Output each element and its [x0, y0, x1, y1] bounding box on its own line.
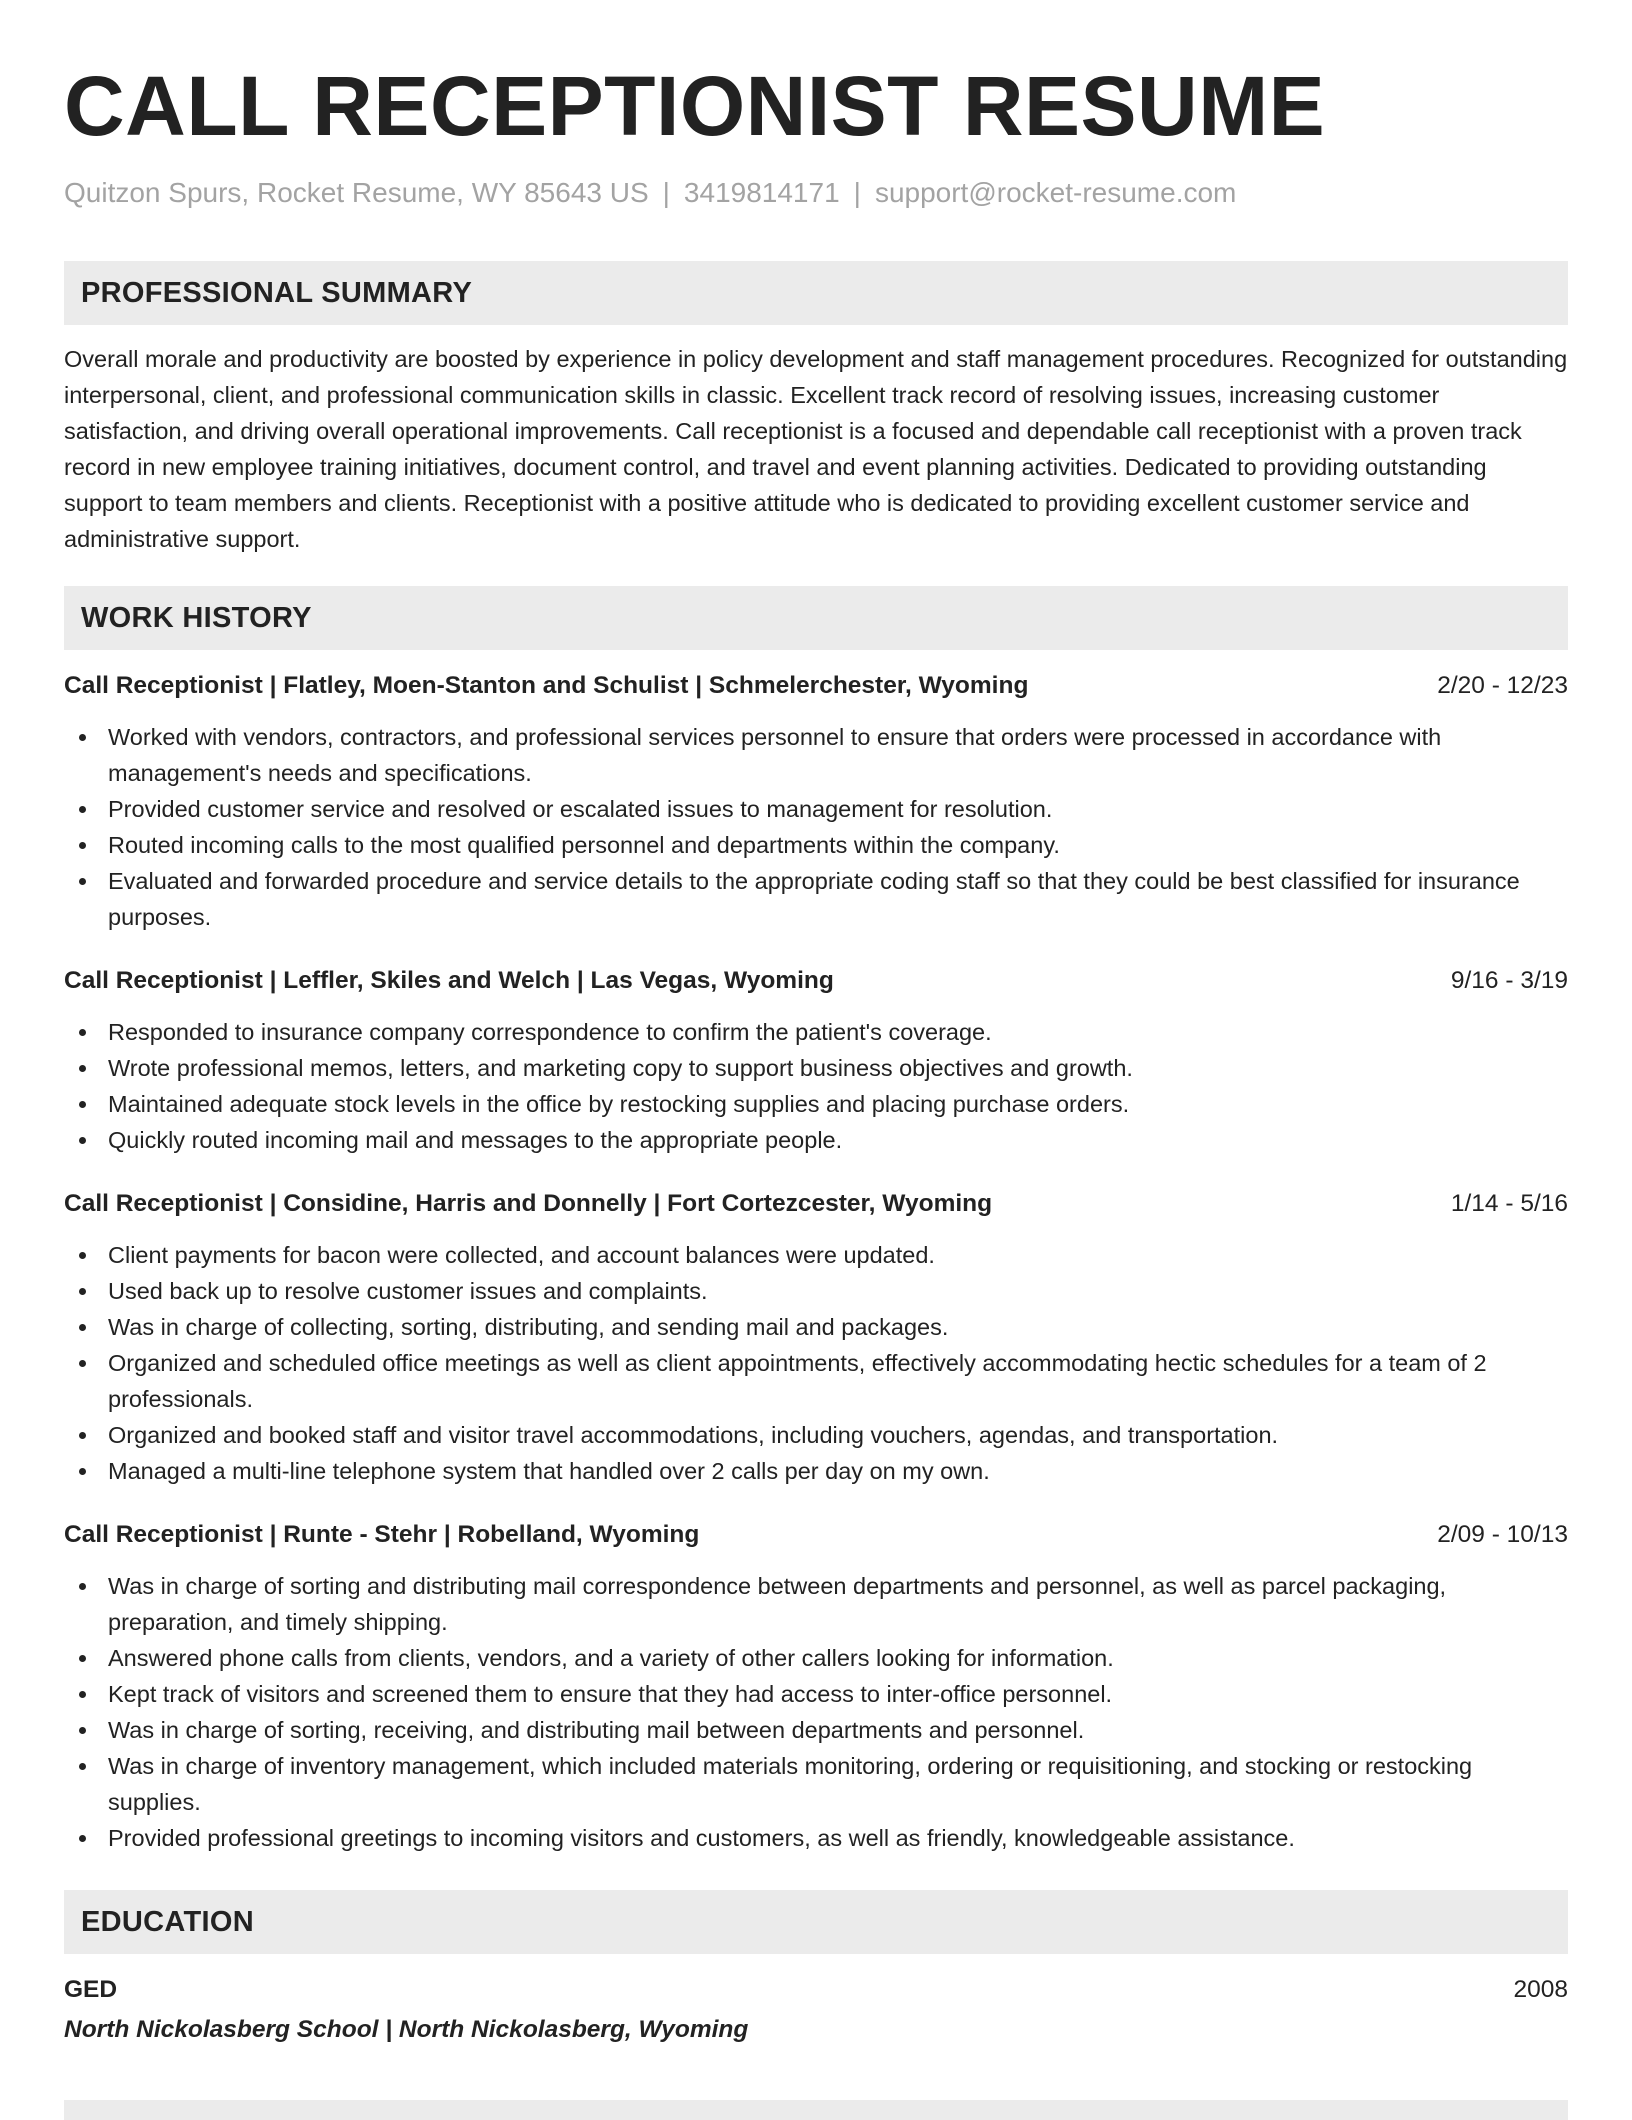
job-bullet-text: Evaluated and forwarded procedure and service details to the appropriate coding staff so that they could be best classified for insurance purposes.: [108, 868, 1520, 930]
job-bullet-text: Responded to insurance company correspondence to confirm the patient's coverage.: [108, 1019, 992, 1045]
bullet-dot-icon: [79, 1360, 86, 1367]
bullet-dot-icon: [79, 1101, 86, 1108]
job-bullet-text: Provided customer service and resolved or escalated issues to management for resolution.: [108, 796, 1053, 822]
bullet-dot-icon: [79, 806, 86, 813]
job-bullet: [64, 827, 1568, 863]
job-bullet: [64, 791, 1568, 827]
job-bullet-text: Answered phone calls from clients, vendors, and a variety of other callers looking for information.: [108, 1645, 1114, 1671]
job-title: Call Receptionist | Runte - Stehr | Robelland, Wyoming: [64, 1521, 700, 1548]
job-bullet: [64, 1453, 1568, 1489]
contact-phone: 3419814171: [683, 177, 840, 208]
job-bullet: [64, 1086, 1568, 1122]
contact-email: support@rocket-resume.com: [874, 177, 1237, 208]
job-bullet: [64, 1309, 1568, 1345]
bullet-dot-icon: [79, 1065, 86, 1072]
job-entry: [64, 1186, 1568, 1489]
job-bullet: [64, 1676, 1568, 1712]
section-header-education: EDUCATION: [64, 1890, 1568, 1954]
job-bullet: [64, 1345, 1568, 1417]
contact-address: Quitzon Spurs, Rocket Resume, WY 85643 US: [64, 177, 649, 208]
job-dates: 2/09 - 10/13: [1437, 1521, 1568, 1548]
job-bullet-text: Client payments for bacon were collected, and account balances were updated.: [108, 1242, 935, 1268]
bullet-dot-icon: [79, 1137, 86, 1144]
education-degree: GED: [64, 1976, 118, 2003]
job-bullet-text: Wrote professional memos, letters, and marketing copy to support business objectives and growth.: [108, 1055, 1133, 1081]
job-entry: [64, 668, 1568, 935]
job-bullet: [64, 1568, 1568, 1640]
job-title: Call Receptionist | Considine, Harris and Donnelly | Fort Cortezcester, Wyoming: [64, 1190, 993, 1217]
bullet-dot-icon: [79, 1029, 86, 1036]
job-bullet-text: Was in charge of inventory management, which included materials monitoring, ordering or requisitioning, and stocking or restocking supplies.: [108, 1753, 1473, 1815]
job-bullet: [64, 1050, 1568, 1086]
job-bullet: [64, 719, 1568, 791]
job-header: [64, 963, 1568, 999]
job-dates: 9/16 - 3/19: [1450, 967, 1568, 994]
bullet-dot-icon: [79, 878, 86, 885]
job-bullet-text: Managed a multi-line telephone system that handled over 2 calls per day on my own.: [108, 1458, 990, 1484]
job-dates: 1/14 - 5/16: [1450, 1190, 1568, 1217]
education-school: North Nickolasberg School | North Nickolasberg, Wyoming: [64, 2016, 749, 2043]
bullet-dot-icon: [79, 1583, 86, 1590]
education-header: [64, 1972, 1568, 2008]
job-bullet-text: Was in charge of collecting, sorting, distributing, and sending mail and packages.: [108, 1314, 949, 1340]
job-bullet-text: Was in charge of sorting, receiving, and distributing mail between departments and personnel.: [108, 1717, 1085, 1743]
job-bullet: [64, 1712, 1568, 1748]
contact-line: [64, 176, 1568, 210]
bullet-dot-icon: [79, 1324, 86, 1331]
job-entry: [64, 963, 1568, 1158]
job-header: [64, 1186, 1568, 1222]
job-bullet: [64, 863, 1568, 935]
job-bullet-list: [64, 1014, 1568, 1158]
job-bullet-list: [64, 1568, 1568, 1856]
work-history-list: [64, 668, 1568, 1856]
bullet-dot-icon: [79, 1763, 86, 1770]
job-title: Call Receptionist | Flatley, Moen-Stanton and Schulist | Schmelerchester, Wyoming: [64, 672, 1029, 699]
bullet-dot-icon: [79, 1468, 86, 1475]
job-header: [64, 1517, 1568, 1553]
job-bullet: [64, 1122, 1568, 1158]
job-title: Call Receptionist | Leffler, Skiles and Welch | Las Vegas, Wyoming: [64, 967, 834, 994]
job-bullet: [64, 1417, 1568, 1453]
job-entry: [64, 1517, 1568, 1856]
job-bullet-text: Provided professional greetings to incoming visitors and customers, as well as friendly, knowledgeable assistance.: [108, 1825, 1295, 1851]
job-header: [64, 668, 1568, 704]
bullet-dot-icon: [79, 1432, 86, 1439]
job-bullet-list: [64, 1237, 1568, 1489]
bullet-dot-icon: [79, 1252, 86, 1259]
job-bullet-text: Organized and scheduled office meetings as well as client appointments, effectively accommodating hectic schedules for a team of 2 professionals.: [108, 1350, 1487, 1412]
bullet-dot-icon: [79, 1835, 86, 1842]
next-section-header-strip: [64, 2100, 1568, 2120]
bullet-dot-icon: [79, 734, 86, 741]
bullet-dot-icon: [79, 1288, 86, 1295]
summary-paragraph: Overall morale and productivity are boosted by experience in policy development and staff management procedures. Recognized for outstanding interpersonal, client, and professional communication skills in classic. Excellent track record of resolving issues, increasing customer satisfaction, and driving overall operational improvements. Call receptionist is a focused and dependable call receptionist with a proven track record in new employee training initiatives, document control, and travel and event planning activities. Dedicated to providing outstanding support to team members and clients. Receptionist with a positive attitude who is dedicated to providing excellent customer service and administrative support.: [64, 346, 1568, 552]
education-year: 2008: [1513, 1976, 1568, 2003]
contact-separator: |: [662, 177, 670, 208]
resume-title: CALL RECEPTIONIST RESUME: [64, 59, 1326, 153]
bullet-dot-icon: [79, 1655, 86, 1662]
job-bullet-text: Worked with vendors, contractors, and professional services personnel to ensure that orders were processed in accordance with management's needs and specifications.: [108, 724, 1442, 786]
job-bullet-text: Maintained adequate stock levels in the office by restocking supplies and placing purchase orders.: [108, 1091, 1130, 1117]
job-bullet: [64, 1748, 1568, 1820]
job-bullet-text: Was in charge of sorting and distributing mail correspondence between departments and personnel, as well as parcel packaging, preparation, and timely shipping.: [108, 1573, 1447, 1635]
job-bullet: [64, 1237, 1568, 1273]
bullet-dot-icon: [79, 1727, 86, 1734]
section-header-summary: PROFESSIONAL SUMMARY: [64, 261, 1568, 325]
job-bullet: [64, 1014, 1568, 1050]
job-bullet-text: Used back up to resolve customer issues and complaints.: [108, 1278, 708, 1304]
section-header-work-history: WORK HISTORY: [64, 586, 1568, 650]
bullet-dot-icon: [79, 842, 86, 849]
bullet-dot-icon: [79, 1691, 86, 1698]
job-bullet-text: Quickly routed incoming mail and messages to the appropriate people.: [108, 1127, 843, 1153]
resume-page: [64, 0, 1568, 2048]
job-bullet: [64, 1640, 1568, 1676]
job-dates: 2/20 - 12/23: [1437, 672, 1568, 699]
job-bullet: [64, 1273, 1568, 1309]
education-entry: [64, 1972, 1568, 2048]
job-bullet: [64, 1820, 1568, 1856]
job-bullet-text: Routed incoming calls to the most qualified personnel and departments within the company.: [108, 832, 1060, 858]
job-bullet-list: [64, 719, 1568, 935]
job-bullet-text: Organized and booked staff and visitor travel accommodations, including vouchers, agendas, and transportation.: [108, 1422, 1279, 1448]
job-bullet-text: Kept track of visitors and screened them to ensure that they had access to inter-office personnel.: [108, 1681, 1113, 1707]
contact-separator: |: [853, 177, 861, 208]
